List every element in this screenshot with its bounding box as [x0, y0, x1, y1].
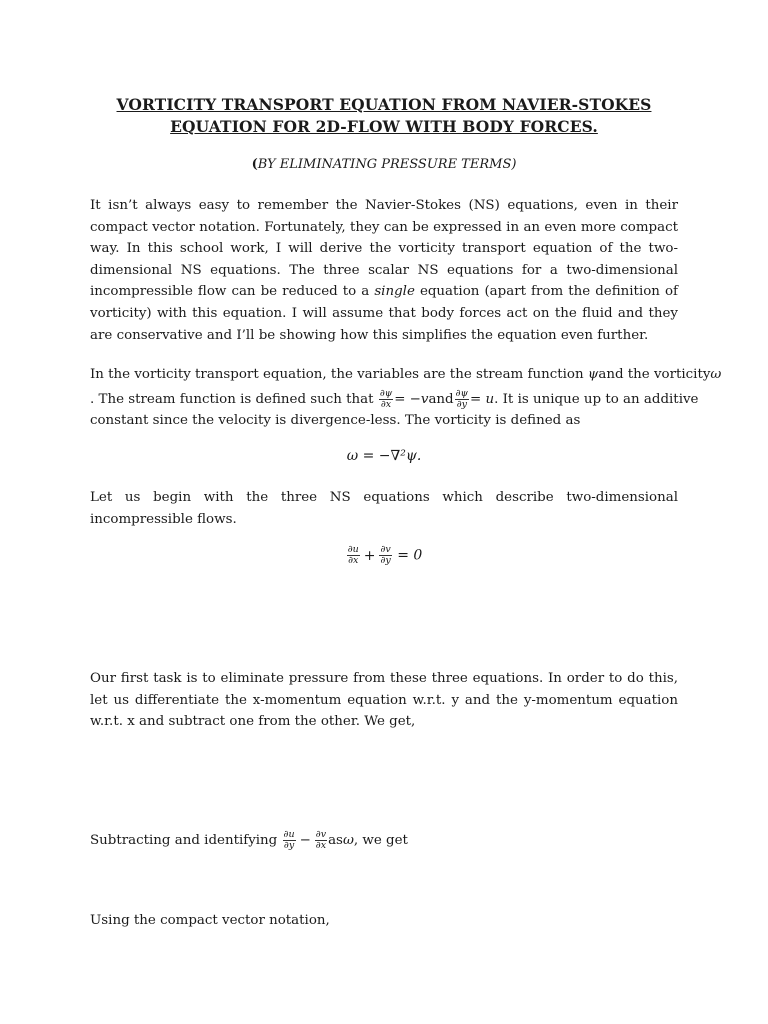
compact-notation-line: Using the compact vector notation,: [90, 913, 330, 928]
subtitle-text: BY ELIMINATING PRESSURE TERMS): [257, 157, 517, 172]
dv-dx-fraction: $\frac{\partial v}{\partial x}$: [315, 829, 327, 851]
document-subtitle: [90, 156, 678, 174]
subtitle-paren: (: [251, 157, 258, 172]
dv-dy-fraction: $\frac{\partial v}{\partial y}$: [380, 544, 391, 566]
stream-text-3: . It is unique up to an additive: [494, 392, 699, 407]
intro-text-cont: equation (apart from the definition of vorticity) with this equation. I will assume that body forces act on the fluid and they are conservative and I’ll be showing how this simplifies the equation even further.: [90, 284, 678, 343]
omega-symbol: ω: [710, 367, 722, 382]
and-text: and: [428, 392, 454, 407]
dpsi-dx-fraction: $\frac{\partial\psi}{\partial x}$: [379, 388, 393, 410]
title-line-2: EQUATION FOR 2D-FLOW WITH BODY FORCES.: [170, 117, 598, 136]
dpsi-dy-fraction: $\frac{\partial\psi}{\partial y}$: [455, 388, 469, 410]
stream-function-line-3: constant since the velocity is divergence-less. The vorticity is defined as: [90, 413, 581, 428]
intro-paragraph: [90, 195, 678, 346]
du-dy-fraction: $\frac{\partial u}{\partial y}$: [283, 829, 295, 851]
stream-function-line-2: [90, 388, 699, 410]
stream-text-1: In the vorticity transport equation, the variables are the stream function: [90, 367, 584, 382]
vorticity-equation: ω = −∇²ψ.: [346, 448, 422, 464]
psi-symbol: ψ: [587, 367, 599, 382]
document-title: [90, 94, 678, 138]
title-line-1: VORTICITY TRANSPORT EQUATION FROM NAVIER-STOKES: [116, 95, 652, 114]
stream-function-line-1: [90, 365, 722, 385]
continuity-rhs: = 0: [397, 547, 423, 564]
eq1-rhs: = −v: [394, 392, 429, 407]
we-get-text: , we get: [353, 833, 408, 848]
intro-italic-word: single: [374, 284, 415, 300]
eliminate-pressure-paragraph: Our first task is to eliminate pressure from these three equations. In order to do this, let us differentiate the x-momentum equation w.r.t. y and the y-momentum equation w.r.t. x and subtract one from the other. We get,: [90, 671, 678, 730]
intro-text: It isn’t always easy to remember the Navier-Stokes (NS) equations, even in their compact vector notation. Fortunately, they can be expressed in an even more compact way. In this school work, I will derive the vorticity transport equation of the two-dimensional NS equations. The three scalar NS equations for a two-dimensional incompressible flow can be reduced to a: [90, 198, 678, 300]
subtracting-line: Subtracting and identifying $\frac{\partial u}{\partial y}$ − $\frac{\partial v}{\partial x}$ asω, we get: [90, 829, 408, 851]
eq2-rhs: = u: [470, 392, 495, 407]
as-text: as: [328, 833, 343, 848]
subtracting-text: Subtracting and identifying: [90, 833, 278, 848]
continuity-equation: $\frac{\partial u}{\partial x}$ + $\frac{\partial v}{\partial y}$ = 0: [347, 544, 423, 566]
stream-text-2: . The stream function is defined such that: [90, 392, 374, 407]
and-vorticity-text: and the vorticity: [598, 367, 711, 382]
du-dx-fraction: $\frac{\partial u}{\partial x}$: [347, 544, 359, 566]
ns-intro-paragraph: Let us begin with the three NS equations which describe two-dimensional incompressible flows.: [90, 490, 678, 527]
omega-symbol-2: ω: [342, 833, 354, 848]
